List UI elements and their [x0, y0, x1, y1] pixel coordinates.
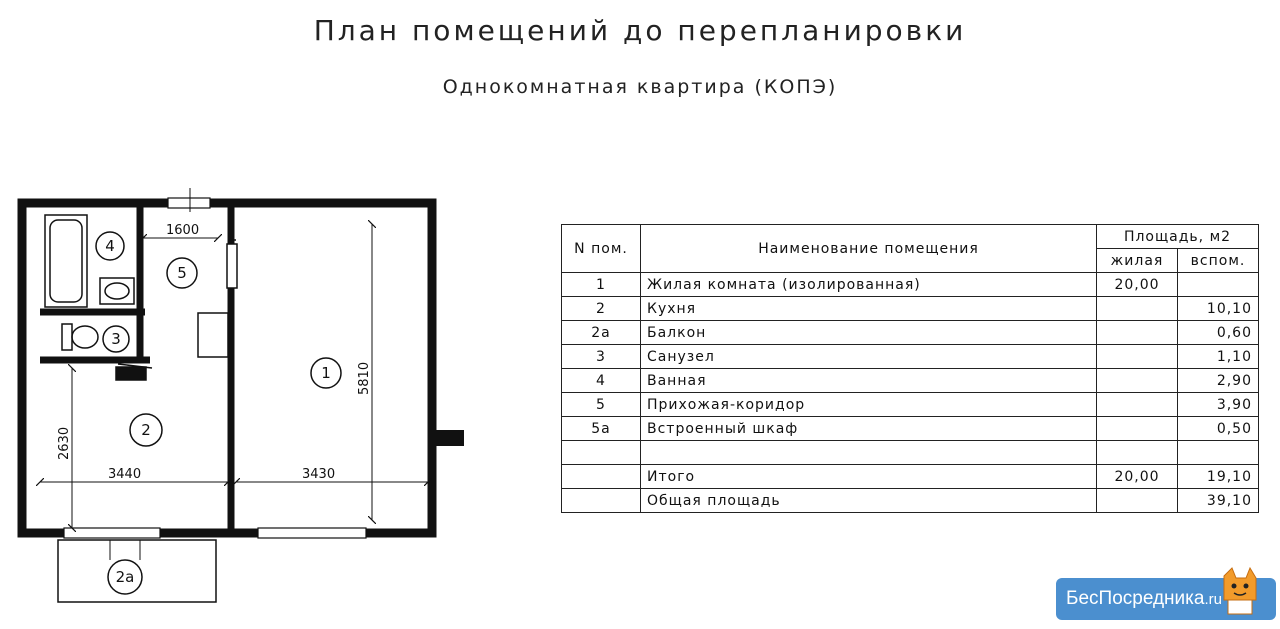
row-num: 1 [562, 273, 641, 297]
bathtub-icon [45, 215, 87, 307]
row-living [1097, 489, 1178, 513]
row-living: 20,00 [1097, 273, 1178, 297]
brand-name: БесПосредника [1066, 588, 1205, 609]
row-name: Санузел [641, 345, 1097, 369]
plan-subtitle: Однокомнатная квартира (КОПЭ) [442, 76, 838, 98]
row-num: 2а [562, 321, 641, 345]
closet [198, 313, 228, 357]
row-num: 5а [562, 417, 641, 441]
brand-suffix: .ru [1204, 591, 1222, 608]
table-row [562, 273, 1259, 297]
ventilation-shaft [432, 430, 464, 446]
dim-room1-height: 5810 [357, 361, 372, 395]
floor-plan [0, 180, 480, 610]
table-row [562, 297, 1259, 321]
sink-icon [100, 278, 134, 304]
room-label-5: 5 [177, 264, 187, 282]
header-aux: вспом. [1178, 249, 1259, 273]
row-num [562, 489, 641, 513]
row-living: 20,00 [1097, 465, 1178, 489]
row-aux: 3,90 [1178, 393, 1259, 417]
row-aux: 2,90 [1178, 369, 1259, 393]
row-name: Итого [641, 465, 1097, 489]
dim-room2-width: 3440 [108, 467, 142, 482]
row-living [1097, 321, 1178, 345]
toilet-icon [62, 324, 98, 350]
dim-hall-width: 1600 [166, 223, 200, 238]
row-num [562, 465, 641, 489]
room-label-4: 4 [105, 237, 115, 255]
row-num: 2 [562, 297, 641, 321]
header-name: Наименование помещения [641, 225, 1097, 273]
row-name: Жилая комната (изолированная) [641, 273, 1097, 297]
table-row [562, 417, 1259, 441]
table-row [562, 489, 1259, 513]
table-row [562, 465, 1259, 489]
room-label-2: 2 [141, 421, 151, 439]
row-living [1097, 441, 1178, 465]
row-name: Ванная [641, 369, 1097, 393]
dim-room1-width: 3430 [302, 467, 336, 482]
row-num: 5 [562, 393, 641, 417]
row-living [1097, 393, 1178, 417]
row-num [562, 441, 641, 465]
table-row [562, 393, 1259, 417]
room-label-3: 3 [111, 330, 121, 348]
row-living [1097, 297, 1178, 321]
row-living [1097, 345, 1178, 369]
table-row [562, 441, 1259, 465]
row-aux: 1,10 [1178, 345, 1259, 369]
row-aux [1178, 441, 1259, 465]
row-aux [1178, 273, 1259, 297]
row-aux: 0,60 [1178, 321, 1259, 345]
room-label-1: 1 [321, 364, 331, 382]
row-name: Общая площадь [641, 489, 1097, 513]
row-num: 4 [562, 369, 641, 393]
header-area: Площадь, м2 [1097, 225, 1259, 249]
row-living [1097, 369, 1178, 393]
row-aux: 10,10 [1178, 297, 1259, 321]
row-aux: 0,50 [1178, 417, 1259, 441]
row-aux: 39,10 [1178, 489, 1259, 513]
row-aux: 19,10 [1178, 465, 1259, 489]
table-row [562, 345, 1259, 369]
table-row [562, 321, 1259, 345]
row-living [1097, 417, 1178, 441]
dim-room2-height: 2630 [57, 426, 72, 460]
row-name [641, 441, 1097, 465]
header-num: N пом. [562, 225, 641, 273]
row-num: 3 [562, 345, 641, 369]
header-living: жилая [1097, 249, 1178, 273]
room-label-2a: 2а [115, 568, 135, 586]
plan-title: План помещений до перепланировки [313, 14, 967, 47]
row-name: Прихожая-коридор [641, 393, 1097, 417]
table-row [562, 369, 1259, 393]
cat-mascot-icon [1220, 566, 1260, 616]
row-name: Встроенный шкаф [641, 417, 1097, 441]
row-name: Кухня [641, 297, 1097, 321]
row-name: Балкон [641, 321, 1097, 345]
room-area-table [561, 224, 1259, 513]
